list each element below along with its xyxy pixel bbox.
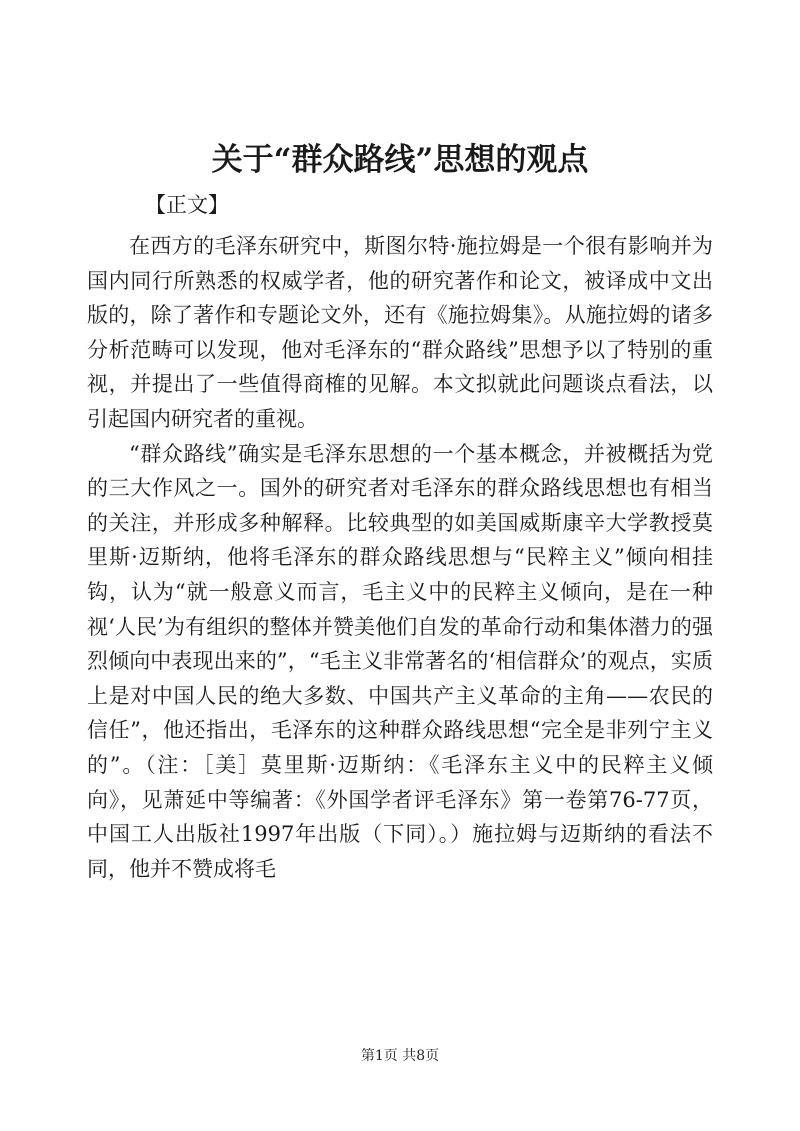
section-label: 【正文】 (145, 193, 229, 217)
paragraph: 在西方的毛泽东研究中，斯图尔特·施拉姆是一个很有影响并为国内同行所熟悉的权威学者，他的研究著作和论文，被译成中文出版的，除了著作和专题论文外，还有《施拉姆集》。从施拉姆的诸多分析范畴可以发现，他对毛泽东的“群众路线”思想予以了特别的重视，并提出了一些值得商榷的见解。本文拟就此问题谈点看法，以引起国内研究者的重视。 (87, 234, 713, 431)
page-indicator: 第1页 共8页 (360, 1048, 440, 1064)
paragraph: “群众路线”确实是毛泽东思想的一个基本概念，并被概括为党的三大作风之一。国外的研究者对毛泽东的群众路线思想也有相当的关注，并形成多种解释。比较典型的如美国威斯康辛大学教授莫里斯·迈斯纳，他将毛泽东的群众路线思想与“民粹主义”倾向相挂钩，认为“就一般意义而言，毛主义中的民粹主义倾向，是在一种视‘人民’为有组织的整体并赞美他们自发的革命行动和集体潜力的强烈倾向中表现出来的”，“毛主义非常著名的‘相信群众’的观点，实质上是对中国人民的绝大多数、中国共产主义革命的主角——农民的信任”，他还指出，毛泽东的这种群众路线思想“完全是非列宁主义的”。（注：［美］莫里斯·迈斯纳：《毛泽东主义中的民粹主义倾向》，见萧延中等编著：《外国学者评毛泽东》第一卷第76-77页，中国工人出版社1997年出版（下同）。）施拉姆与迈斯纳的看法不同，他并不赞成将毛 (87, 441, 713, 881)
document-title: 关于“群众路线”思想的观点 (211, 142, 589, 178)
document-body (87, 229, 713, 886)
